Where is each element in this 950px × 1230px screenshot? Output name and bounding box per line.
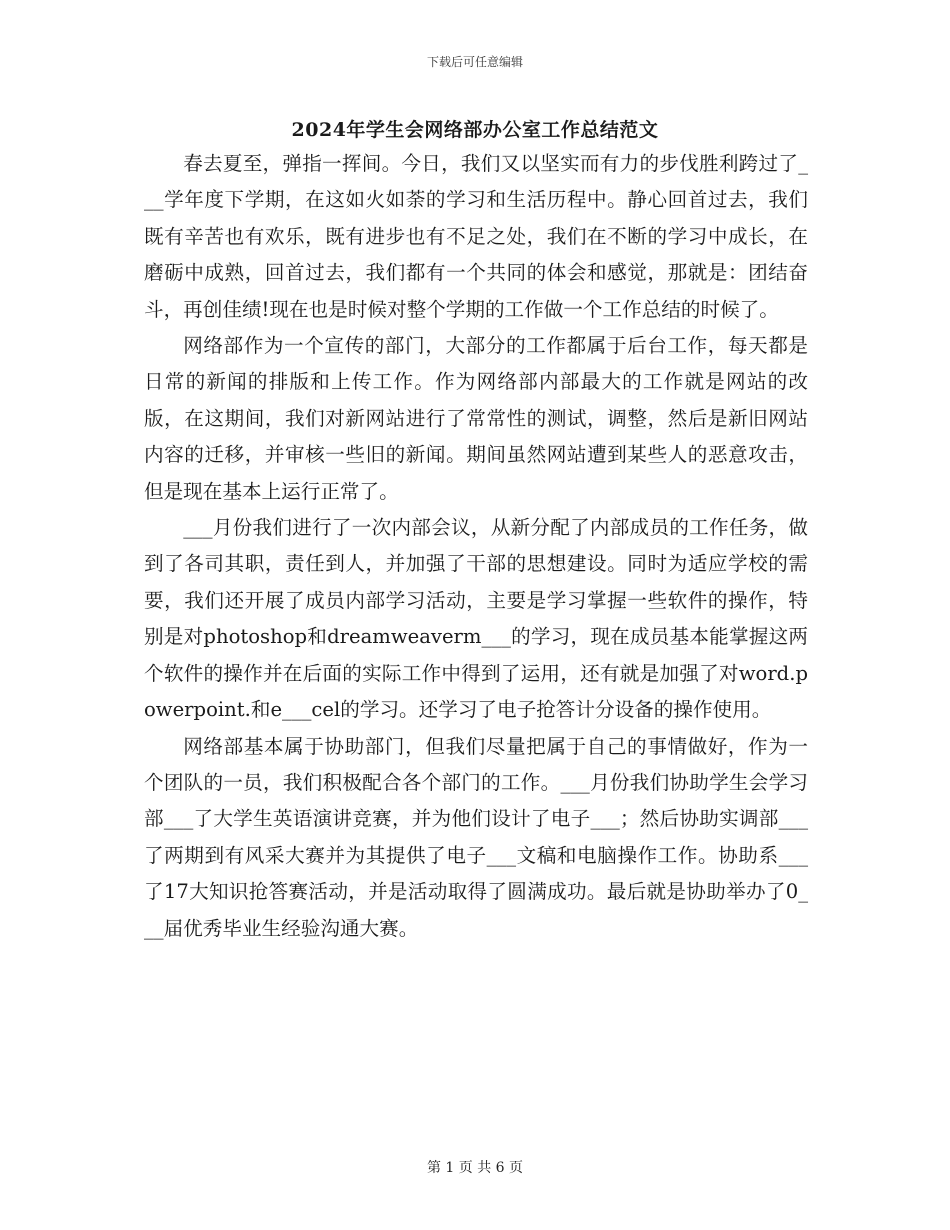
paragraph-2: 网络部作为一个宣传的部门，大部分的工作都属于后台工作，每天都是日常的新闻的排版和上传工作。作为网络部内部最大的工作就是网站的改版，在这期间，我们对新网站进行了常常性的测试，调整，然后是新旧网站内容的迁移，并审核一些旧的新闻。期间虽然网站遭到某些人的恶意攻击，但是现在基本上运行正常了。 (144, 334, 808, 503)
paragraph-3: ___月份我们进行了一次内部会议，从新分配了内部成员的工作任务，做到了各司其职，责任到人，并加强了干部的思想建设。同时为适应学校的需要，我们还开展了成员内部学习活动，主要是学习掌握一些软件的操作，特别是对photoshop和dreamweaverm___的学习，现在成员基本能掌握这两个软件的操作并在后面的实际工作中得到了运用，还有就是加强了对word.powerpoint.和e___cel的学习。还学习了电子抢答计分设备的操作使用。 (144, 516, 808, 722)
page-number: 第 1 页 共 6 页 (426, 1160, 524, 1176)
document-body (144, 146, 808, 947)
document-title: 2024年学生会网络部办公室工作总结范文 (291, 119, 659, 141)
header-note: 下载后可任意编辑 (426, 55, 523, 69)
paragraph-1: 春去夏至，弹指一挥间。今日，我们又以坚实而有力的步伐胜利跨过了___学年度下学期，在这如火如荼的学习和生活历程中。静心回首过去，我们既有辛苦也有欢乐，既有进步也有不足之处，我们在不断的学习中成长，在磨砺中成熟，回首过去，我们都有一个共同的体会和感觉，那就是：团结奋斗，再创佳绩!现在也是时候对整个学期的工作做一个工作总结的时候了。 (144, 152, 808, 321)
paragraph-4: 网络部基本属于协助部门，但我们尽量把属于自己的事情做好，作为一个团队的一员，我们积极配合各个部门的工作。___月份我们协助学生会学习部___了大学生英语演讲竞赛，并为他们设计了电子___；然后协助实调部___了两期到有风采大赛并为其提供了电子___文稿和电脑操作工作。协助系___了17大知识抢答赛活动，并是活动取得了圆满成功。最后就是协助举办了0___届优秀毕业生经验沟通大赛。 (144, 734, 808, 940)
